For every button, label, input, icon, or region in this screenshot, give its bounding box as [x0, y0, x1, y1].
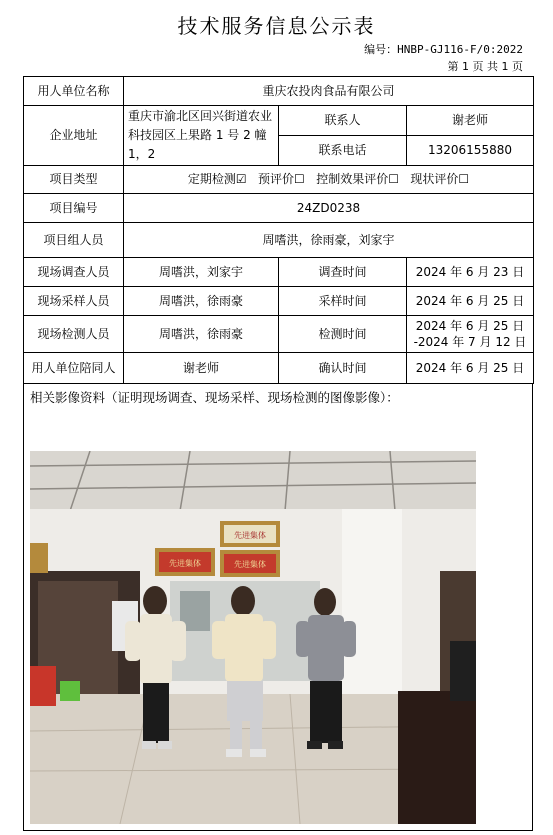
phone-value: 13206155880 — [407, 136, 534, 166]
project-number-value: 24ZD0238 — [124, 194, 534, 223]
testing-staff-value: 周嗜洪，徐雨豪 — [124, 316, 279, 353]
photo-section — [23, 384, 533, 831]
testing-time-line-1: 2024 年 6 月 25 日 — [415, 319, 525, 333]
client-value: 重庆农投肉食品有限公司 — [124, 77, 534, 106]
escort-value: 谢老师 — [124, 353, 279, 384]
sampling-time-value: 2024 年 6 月 25 日 — [407, 287, 534, 316]
plaque-2-text: 先进集体 — [169, 559, 201, 568]
plaque-1-text: 先进集体 — [234, 531, 266, 540]
survey-staff-value: 周嗜洪，刘家宇 — [124, 258, 279, 287]
confirm-time-value: 2024 年 6 月 25 日 — [407, 353, 534, 384]
sampling-time-label: 采样时间 — [279, 287, 407, 316]
phone-label: 联系电话 — [279, 136, 407, 166]
testing-time-value — [407, 316, 534, 353]
team-label: 项目组人员 — [24, 223, 124, 258]
address-value: 重庆市渝北区回兴街道农业科技园区上果路 1 号 2 幢 1，2 — [124, 106, 279, 166]
plaque-3-text: 先进集体 — [234, 560, 266, 569]
confirm-time-label: 确认时间 — [279, 353, 407, 384]
page-title: 技术服务信息公示表 — [177, 14, 376, 38]
info-table — [23, 76, 534, 384]
team-value: 周嗜洪，徐雨豪，刘家宇 — [124, 223, 534, 258]
sampling-staff-value: 周嗜洪，徐雨豪 — [124, 287, 279, 316]
contact-label: 联系人 — [279, 106, 407, 136]
sampling-staff-label: 现场采样人员 — [24, 287, 124, 316]
testing-time-label: 检测时间 — [279, 316, 407, 353]
testing-staff-label: 现场检测人员 — [24, 316, 124, 353]
site-photo-image — [30, 451, 476, 824]
photo-caption: 相关影像资料（证明现场调查、现场采样、现场检测的图像影像）： — [30, 390, 399, 405]
project-type-label: 项目类型 — [24, 166, 124, 194]
survey-staff-label: 现场调查人员 — [24, 258, 124, 287]
project-number-label: 项目编号 — [24, 194, 124, 223]
document-number: 编号：HNBP-GJ116-F/0:2022 — [364, 43, 523, 56]
escort-label: 用人单位陪同人 — [24, 353, 124, 384]
contact-value: 谢老师 — [407, 106, 534, 136]
site-photo — [30, 451, 476, 824]
testing-time-line-2: -2024 年 7 月 12 日 — [413, 335, 527, 349]
client-label: 用人单位名称 — [24, 77, 124, 106]
survey-time-value: 2024 年 6 月 23 日 — [407, 258, 534, 287]
page-info: 第 1 页 共 1 页 — [447, 60, 523, 73]
survey-time-label: 调查时间 — [279, 258, 407, 287]
address-label: 企业地址 — [24, 106, 124, 166]
project-type-options: 定期检测☑ 预评价☐ 控制效果评价☐ 现状评价☐ — [124, 166, 534, 194]
